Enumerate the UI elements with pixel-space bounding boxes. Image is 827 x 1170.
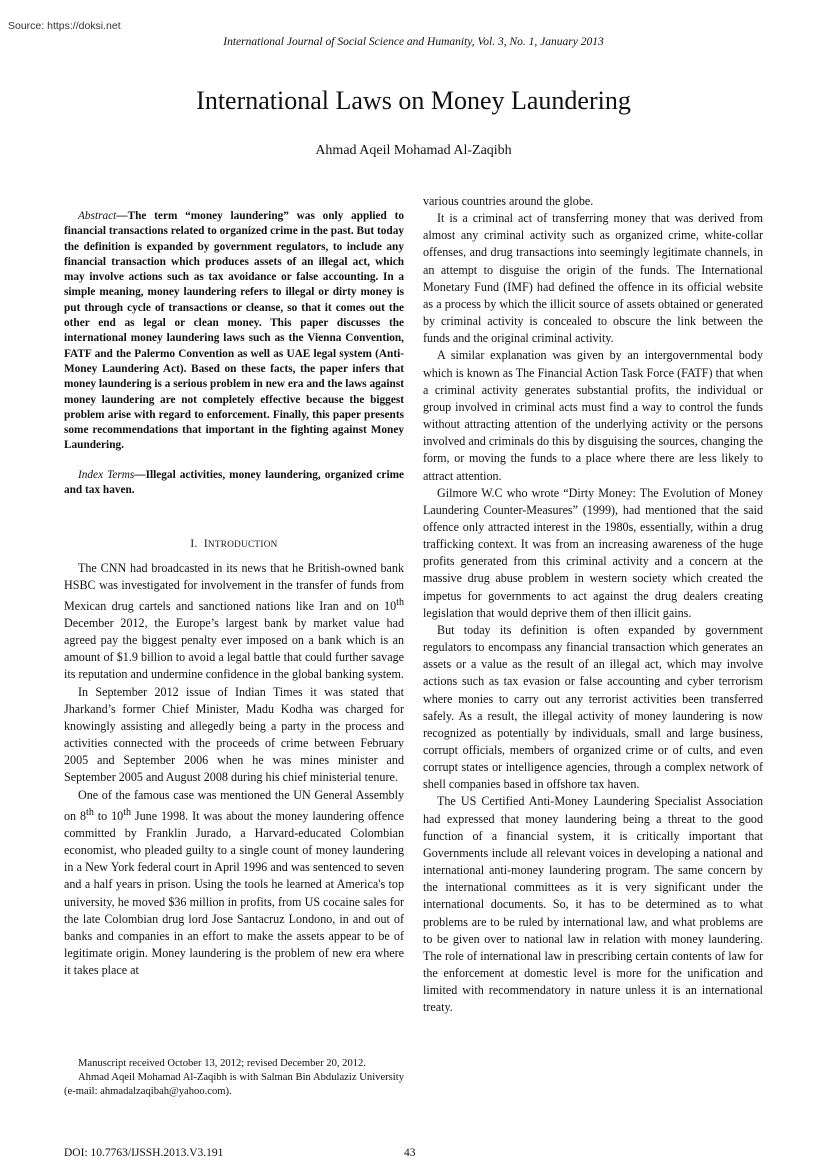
author-name: Ahmad Aqeil Mohamad Al-Zaqibh <box>315 143 512 158</box>
paragraph-un-assembly <box>64 787 404 980</box>
abstract-text: The term “money laundering” was only applied to financial transactions related to organized crime in the past. But today the definition is expanded by government regulators, to include any financial transaction which produces assets of an illegal act, which may involve actions such as tax avoidance or false accounting. In a simple meaning, money laundering refers to illegal or dirty money is put through cycle of transactions or cleanse, so that it comes out the other end as legal or clean money. This paper discusses the international money laundering laws such as the Vienna Convention, FATF and the Palermo Convention as well as UAE legal system (Anti-Money Laundering Act). Based on these facts, the paper infers that money laundering is a serious problem in new era and the laws against money laundering are not completely effective because the biggest problem arise with regard to enforcement. Finally, this paper presents some recommendations that important in the fighting against Money Laundering. <box>64 210 404 452</box>
paragraph-gilmore: Gilmore W.C who wrote “Dirty Money: The Evolution of Money Laundering Counter-Measures” (1999), had mentioned that the said offence only attracted interest in the 1980s, essentially, within a drug trafficking context. It was from an increasing awareness of the huge profits generated from this criminal activity and a concern at the massive drug abuse problem in western society which created the impetus for governments to act against the drug dealers creating legislation that would deprive them of then illicit gains. <box>423 485 763 620</box>
text-run: June 1998. It was about the money laundering offence committed by Franklin Jurado, a Harvard-educated Colombian economist, who pleaded guilty to a single count of money laundering in a New York federal court in April 1996 and was sentenced to seven and a half years in prison. Using the tools he learned at America's top university, he moved $36 million in profits, from US cocaine sales for the late Colombian drug lord Jose Santacruz Londono, in and out of banks and companies in an effort to make the assets appear to be of legitimate origin. Money laundering is the problem of new era where it takes place at <box>64 808 404 978</box>
paragraph-criminal-act: It is a criminal act of transferring money that was derived from almost any criminal activity such as organized crime, white-collar offenses, and drug transactions into seemingly legitimate channels, in an attempt to disguise the origin of the funds. The International Monetary Fund (IMF) had defined the offence in its official website as a process by which the illicit source of assets obtained or generated by criminal activity is concealed to obscure the link between the funds and the original criminal activity. <box>423 211 763 346</box>
section-initial: I <box>203 538 208 551</box>
paragraph-us-association: The US Certified Anti-Money Laundering Specialist Association had expressed that money laundering being a threat to the good function of a financial system, it is critically important that Governments include all relevant voices in developing a national and international anti-money laundering program. The same concern by the international committees as it is very significant under the international documents. So, it has to be determined as to what problems are to be ruled by international law, and what problems are to be given over to national law in relation with money laundering. The role of international law in prescribing certain contents of law for the enforcement at domestic level is more for the unification and limited with recommendatory in nature unless it is an international treaty. <box>423 794 763 1015</box>
abstract <box>64 209 404 454</box>
footnotes <box>64 1057 404 1099</box>
index-terms-label: Index Terms <box>78 468 135 481</box>
text-run: to 10 <box>93 808 124 823</box>
paragraph-definition-expanded: But today its definition is often expanded by government regulators to encompass any financial transaction which generates an assets or a value as the result of an illegal act, which may involve actions such as tax evasion or false accounting and cyber terrorism where monies to carry out any terrorist activities been transferred safely. As a result, the illegal activity of money laundering is now recognized as potentially by individuals, small and large business, corrupt officials, members of organized crime or of cults, and even corrupt states or intelligence agencies, through a complex network of shell companies based in offshore tax haven. <box>423 622 763 792</box>
left-column <box>64 209 404 979</box>
index-terms-text: Illegal activities, money laundering, organized crime and tax haven. <box>64 468 405 497</box>
source-url: Source: https://doksi.net <box>8 20 121 32</box>
section-title-rest: NTRODUCTION <box>207 539 278 550</box>
paragraph-cnn-hsbc <box>64 560 404 684</box>
index-terms <box>64 468 404 499</box>
footnote-manuscript: Manuscript received October 13, 2012; revised December 20, 2012. <box>78 1058 366 1069</box>
section-heading-introduction <box>64 536 404 553</box>
page-number: 43 <box>404 1147 416 1159</box>
superscript: th <box>396 596 404 608</box>
paragraph-indian-times: In September 2012 issue of Indian Times it was stated that Jharkand’s former Chief Minister, Madu Kodha was charged for knowingly assisting and allegedly being a party in the process and activities connected with the proceeds of crime between February 2005 and September 2006 when he was mines minister and September 2005 and August 2008 during his chief ministerial tenure. <box>64 684 404 785</box>
text-run: One of the famous case was mentioned the UN General Assembly on 8 <box>64 787 404 823</box>
abstract-dash: — <box>116 210 128 222</box>
right-column <box>423 193 763 1017</box>
superscript: th <box>123 806 132 818</box>
doi: DOI: 10.7763/IJSSH.2013.V3.191 <box>64 1147 224 1159</box>
paper-title: International Laws on Money Laundering <box>196 86 631 115</box>
superscript: th <box>86 806 94 818</box>
abstract-label: Abstract <box>78 210 117 222</box>
section-numeral: I. <box>190 538 198 551</box>
journal-header: International Journal of Social Science and Humanity, Vol. 3, No. 1, January 2013 <box>223 36 604 48</box>
paragraph-fatf: A similar explanation was given by an intergovernmental body which is known as The Financial Action Task Force (FATF) that when a criminal activity generates substantial profits, the individual or group involved in criminal acts must find a way to control the funds without attracting attention of the underlying activity or the persons involved and criminals do this by disguising the sources, changing the form, or moving the funds to a place where there are less likely to attract attention. <box>423 348 763 483</box>
paragraph-continued: various countries around the globe. <box>423 194 594 208</box>
text-run: The CNN had broadcasted in its news that he British-owned bank HSBC was investigated for involvement in the transfer of funds from Mexican drug cartels and sanctioned nations like Iran and on 10 <box>64 560 404 613</box>
footnote-affiliation: Ahmad Aqeil Mohamad Al-Zaqibh is with Salman Bin Abdulaziz University (e-mail: ahmadalzaqibah@yahoo.com). <box>64 1072 404 1097</box>
index-terms-dash: — <box>134 468 146 481</box>
text-run: December 2012, the Europe’s largest bank by market value had agreed pay the biggest penalty ever imposed on a bank which is an amount of $1.9 billion to avoid a legal battle that could further savage its reputation and undermine confidence in the global banking system. <box>64 616 404 682</box>
